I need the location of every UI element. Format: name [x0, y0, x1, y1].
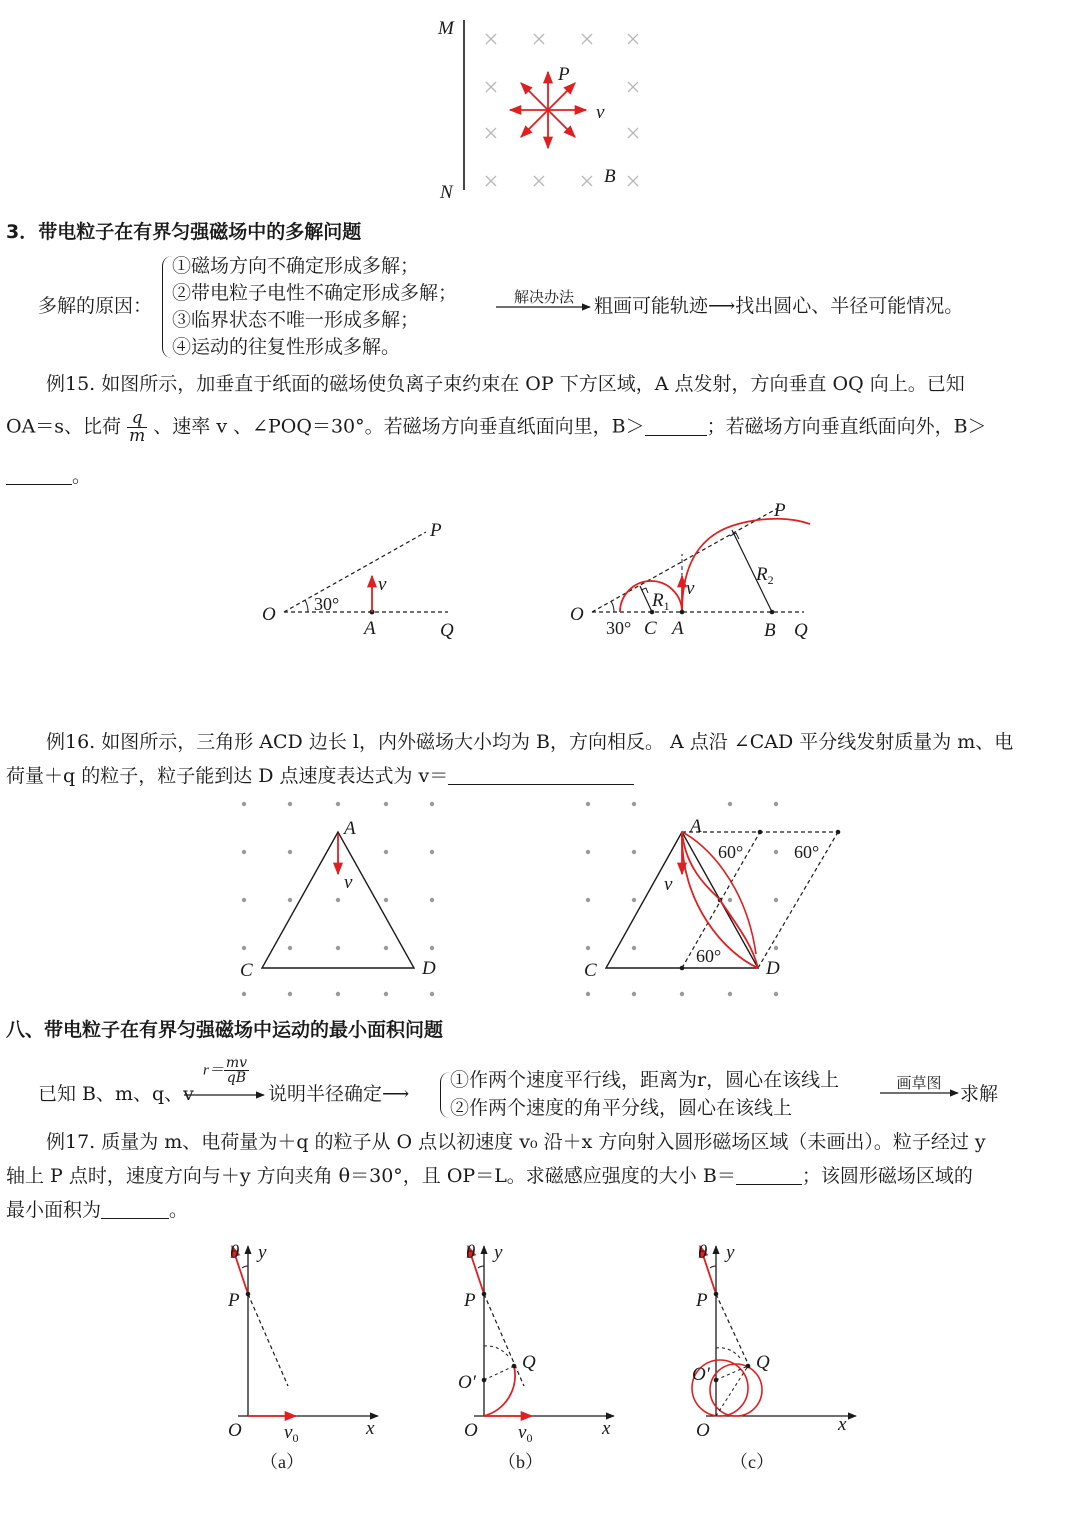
ex17-line2: 轴上 P 点时，速度方向与＋y 方向夹角 θ＝30°，且 OP＝L。求磁感应强度的大小 B＝ ；该圆形磁场区域的	[6, 1165, 973, 1187]
label-R1: $R_1$	[652, 590, 670, 613]
ex15-line1: 例15. 如图所示，加垂直于纸面的磁场使负离子束约束在 OP 下方区域，A 点发射，方向垂直 OQ 向上。已知	[46, 373, 965, 395]
label-A: A	[672, 618, 684, 639]
label-A: A	[364, 618, 376, 639]
label-Q: Q	[522, 1352, 536, 1373]
velocity-directions	[510, 72, 586, 148]
ex15-line3: 。	[6, 464, 91, 489]
ex15-figure-right	[568, 494, 828, 644]
ex17-figure-a	[218, 1238, 388, 1478]
reason-2: ②带电粒子电性不确定形成多解；	[172, 282, 458, 304]
label-v: v	[664, 874, 673, 895]
label-v: v	[378, 574, 387, 595]
ex16-figure-right	[576, 794, 846, 1004]
label-y: y	[726, 1242, 735, 1263]
method-label: 解决办法	[513, 288, 574, 306]
label-P: P	[228, 1290, 240, 1311]
radius-formula: r＝ $\frac{mv}{qB}$	[202, 1055, 248, 1086]
ex17-line1: 例17. 质量为 m、电荷量为＋q 的粒子从 O 点以初速度 v₀ 沿＋x 方向射入圆形磁场区域（未画出）。粒子经过 y	[46, 1131, 986, 1153]
ex17-figure-c	[686, 1238, 866, 1478]
label-x: x	[838, 1414, 847, 1435]
caption-a: （a）	[260, 1452, 304, 1472]
label-Q: Q	[756, 1352, 770, 1373]
ex15-line2-b: 、速率 v 、∠POQ＝30°。若磁场方向垂直纸面向里，B＞	[153, 415, 645, 438]
label-angle-3: 60°	[696, 946, 722, 966]
ex17-figure-b	[454, 1238, 624, 1478]
label-C: C	[644, 618, 657, 639]
label-D: D	[766, 958, 780, 979]
label-angle: 30°	[606, 618, 632, 638]
label-angle-2: 60°	[794, 842, 820, 862]
label-theta: θ	[466, 1242, 476, 1263]
reason-label: 多解的原因：	[38, 295, 153, 317]
label-angle: 30°	[314, 594, 340, 614]
section8-title: 八、带电粒子在有界匀强磁场中运动的最小面积问题	[6, 1019, 444, 1041]
label-x: x	[602, 1418, 611, 1439]
ex17-line3: 最小面积为 。	[6, 1199, 189, 1221]
reason-1: ①磁场方向不确定形成多解；	[172, 255, 420, 277]
label-Q: Q	[440, 620, 454, 641]
ex15-blank-1[interactable]	[645, 417, 707, 436]
ex17-blank-1[interactable]	[736, 1166, 802, 1185]
top-field-figure	[420, 10, 660, 210]
draw-sketch-arrow	[880, 1086, 960, 1100]
label-P: P	[464, 1290, 476, 1311]
label-y: y	[258, 1242, 267, 1263]
label-M: M	[438, 18, 454, 39]
ex15-line2-a: OA＝s、比荷	[6, 415, 122, 438]
ex15-figure-left	[258, 512, 468, 642]
method-arrow	[496, 300, 592, 314]
label-N: N	[440, 182, 453, 203]
label-x: x	[366, 1418, 375, 1439]
method-item-2: ②作两个速度的角平分线，圆心在该线上	[450, 1097, 793, 1119]
label-angle-1: 60°	[718, 842, 744, 862]
label-v: v	[686, 578, 695, 599]
ex15-blank-2[interactable]	[6, 466, 72, 485]
label-v: v	[344, 872, 353, 893]
known-quantities: 已知 B、m、q、v	[38, 1083, 194, 1105]
label-v: v	[596, 102, 605, 123]
label-theta: θ	[230, 1242, 240, 1263]
ex16-line1: 例16. 如图所示，三角形 ACD 边长 l，内外磁场大小均为 B，方向相反。 A 点沿 ∠CAD 平分线发射质量为 m、电	[46, 731, 1014, 753]
label-P: P	[558, 64, 570, 85]
reason-4: ④运动的往复性形成多解。	[172, 336, 401, 358]
ex16-blank[interactable]	[448, 766, 634, 785]
caption-b: （b）	[498, 1452, 543, 1472]
label-y: y	[494, 1242, 503, 1263]
section3-title: 3．带电粒子在有界匀强磁场中的多解问题	[6, 221, 362, 243]
label-O: O	[570, 604, 584, 625]
label-v0: $v_0$	[518, 1422, 533, 1445]
label-R2: $R_2$	[756, 564, 774, 587]
method-item-1: ①作两个速度平行线，距离为r，圆心在该线上	[450, 1069, 840, 1091]
label-Oprime: O′	[458, 1372, 476, 1393]
radius-determined: 说明半径确定⟶	[268, 1083, 410, 1105]
formula-arrow	[184, 1088, 266, 1102]
caption-c: （c）	[730, 1452, 774, 1472]
label-A: A	[690, 816, 702, 837]
ex15-line2	[6, 410, 987, 445]
label-C: C	[584, 960, 597, 981]
charge-mass-fraction: $\frac{q}{m}$	[129, 408, 146, 446]
solve-label: 求解	[960, 1083, 999, 1105]
ex15-line2-c: ；若磁场方向垂直纸面向外，B＞	[706, 415, 987, 438]
label-v0: $v_0$	[284, 1422, 299, 1445]
label-O: O	[228, 1420, 242, 1441]
label-C: C	[240, 960, 253, 981]
label-O: O	[464, 1420, 478, 1441]
label-theta: θ	[698, 1242, 708, 1263]
method-result: 粗画可能轨迹⟶找出圆心、半径可能情况。	[594, 295, 964, 317]
label-A: A	[344, 818, 356, 839]
ex16-figure-left	[232, 794, 452, 1004]
draw-sketch-label: 画草图	[896, 1074, 942, 1092]
label-P: P	[696, 1290, 708, 1311]
label-O: O	[262, 604, 276, 625]
ex16-line2: 荷量＋q 的粒子，粒子能到达 D 点速度表达式为 v＝	[6, 764, 634, 789]
label-B: B	[604, 166, 616, 187]
label-D: D	[422, 958, 436, 979]
ex17-blank-2[interactable]	[101, 1200, 169, 1219]
label-O: O	[696, 1420, 710, 1441]
label-Q: Q	[794, 620, 808, 641]
label-P: P	[774, 500, 786, 521]
label-Oprime: O′	[692, 1364, 710, 1385]
reason-3: ③临界状态不唯一形成多解；	[172, 309, 420, 331]
label-P: P	[430, 520, 442, 541]
label-B: B	[764, 620, 776, 641]
